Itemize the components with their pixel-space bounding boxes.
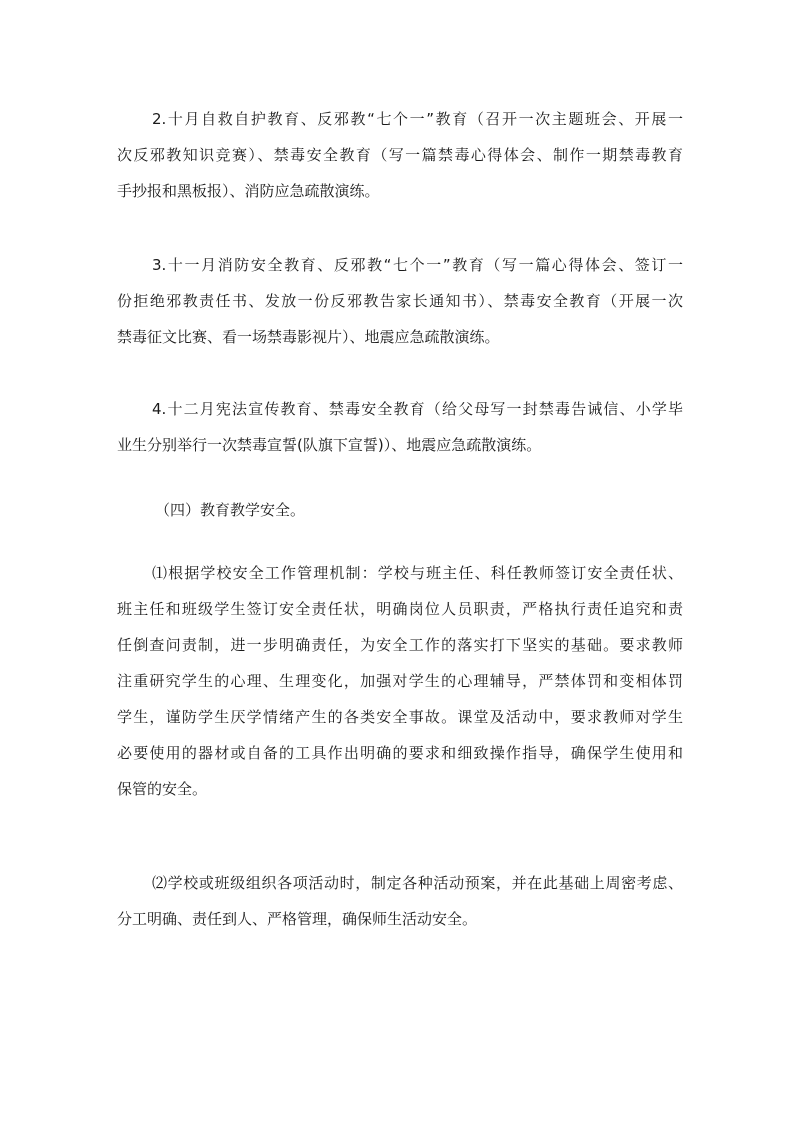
paragraph-safety-mechanism bbox=[117, 563, 683, 815]
text-line: ⑴根据学校安全工作管理机制：学校与班主任、科任教师签订安全责任状、 bbox=[152, 564, 683, 582]
text-line: 4.十二月宪法宣传教育、禁毒安全教育（给父母写一封禁毒告诫信、小学毕 bbox=[152, 400, 683, 418]
text-line: 业生分别举行一次禁毒宣誓(队旗下宣誓)）、地震应急疏散演练。 bbox=[117, 436, 542, 454]
text-line: 任倒查问责制，进一步明确责任，为安全工作的落实打下坚实的基础。要求教师 bbox=[117, 636, 683, 654]
text-line: 学生，谨防学生厌学情绪产生的各类安全事故。课堂及活动中，要求教师对学生 bbox=[117, 708, 683, 726]
text-line: 手抄报和黑板报）、消防应急疏散演练。 bbox=[117, 182, 380, 200]
text-line: 次反邪教知识竞赛）、禁毒安全教育（写一篇禁毒心得体会、制作一期禁毒教育 bbox=[117, 146, 683, 164]
section-heading: （四）教育教学安全。 bbox=[155, 501, 306, 519]
paragraph-december-education bbox=[117, 399, 683, 471]
text-line: 班主任和班级学生签订安全责任状，明确岗位人员职责，严格执行责任追究和责 bbox=[117, 600, 683, 618]
paragraph-november-education bbox=[117, 255, 683, 363]
text-line: 份拒绝邪教责任书、发放一份反邪教告家长通知书）、禁毒安全教育（开展一次 bbox=[117, 292, 683, 310]
paragraph-october-education bbox=[117, 109, 683, 217]
paragraph-activity-safety bbox=[117, 873, 683, 945]
text-line: 2.十月自救自护教育、反邪教“七个一”教育（召开一次主题班会、开展一 bbox=[152, 110, 683, 128]
text-line: 禁毒征文比赛、看一场禁毒影视片）、地震应急疏散演练。 bbox=[117, 328, 500, 346]
text-line: 分工明确、责任到人、严格管理，确保师生活动安全。 bbox=[117, 910, 478, 928]
text-line: 3.十一月消防安全教育、反邪教“七个一”教育（写一篇心得体会、签订一 bbox=[152, 256, 683, 274]
text-line: ⑵学校或班级组织各项活动时，制定各种活动预案，并在此基础上周密考虑、 bbox=[152, 874, 683, 892]
text-line: 注重研究学生的心理、生理变化，加强对学生的心理辅导，严禁体罚和变相体罚 bbox=[117, 672, 683, 690]
text-line: 必要使用的器材或自备的工具作出明确的要求和细致操作指导，确保学生使用和 bbox=[117, 744, 683, 762]
text-line: 保管的安全。 bbox=[117, 780, 208, 798]
